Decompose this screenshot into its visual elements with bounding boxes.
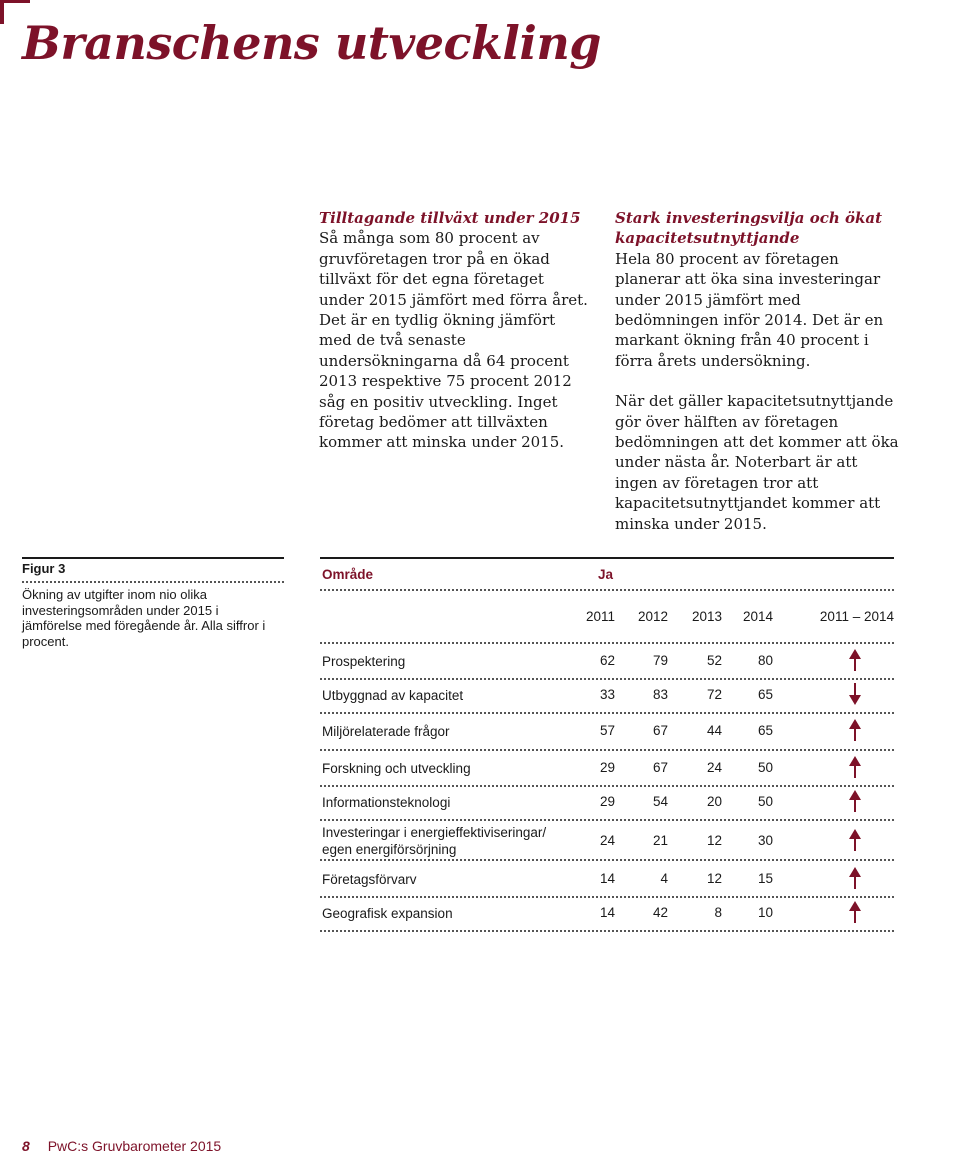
left-column xyxy=(319,208,591,453)
table-cell: 65 xyxy=(757,687,773,702)
row-divider xyxy=(320,678,894,680)
row-divider xyxy=(320,785,894,787)
left-column-heading: Tilltagande tillväxt under 2015 xyxy=(319,209,581,227)
table-cell: 62 xyxy=(599,653,615,668)
figure-label: Figur 3 xyxy=(22,561,66,576)
right-column-body-2: När det gäller kapacitetsutnyttjande gör över hälften av företagen bedömningen att det kommer att öka under nästa år. Noterbart är att ingen av företagen tror att kapacitetsutnyttjandet kommer att minska under 2015. xyxy=(615,392,899,533)
table-cell: 44 xyxy=(706,723,722,738)
table-cell: 14 xyxy=(599,871,615,886)
table-cell: 29 xyxy=(599,760,615,775)
table-cell: 57 xyxy=(599,723,615,738)
header-ja: Ja xyxy=(598,567,614,582)
table-row-label: Prospektering xyxy=(322,654,406,669)
table-cell: 8 xyxy=(714,905,722,920)
table-cell: 29 xyxy=(599,794,615,809)
figure-divider xyxy=(22,581,284,583)
table-row-label: Geografisk expansion xyxy=(322,906,453,921)
arrow-up-icon xyxy=(848,901,862,923)
footer xyxy=(22,1138,221,1154)
table-row-label: Informationsteknologi xyxy=(322,795,451,810)
year-header: 2014 xyxy=(742,609,773,624)
table-cell: 24 xyxy=(599,833,615,848)
header-area: Område xyxy=(322,567,374,582)
table-row-label: Utbyggnad av kapacitet xyxy=(322,688,464,703)
arrow-up-icon xyxy=(848,790,862,812)
row-divider xyxy=(320,712,894,714)
page-title: Branschens utveckling xyxy=(22,16,601,70)
row-divider xyxy=(320,819,894,821)
table-cell: 54 xyxy=(652,794,668,809)
right-column-heading: Stark investeringsvilja och ökat kapacitetsutnyttjande xyxy=(615,209,883,248)
table-cell: 33 xyxy=(599,687,615,702)
right-column-body-1: Hela 80 procent av företagen planerar att öka sina investeringar under 2015 jämfört med bedömningen inför 2014. Det är en markant ökning från 40 procent i förra årets undersökning. xyxy=(615,249,884,370)
trend-header: 2011 – 2014 xyxy=(819,609,894,624)
page-number: 8 xyxy=(22,1138,30,1154)
row-divider xyxy=(320,749,894,751)
right-column xyxy=(615,208,900,534)
table-cell: 79 xyxy=(652,653,668,668)
table-cell: 4 xyxy=(660,871,668,886)
table-cell: 72 xyxy=(706,687,722,702)
table-cell: 20 xyxy=(706,794,722,809)
table-cell: 21 xyxy=(652,833,668,848)
arrow-up-icon xyxy=(848,719,862,741)
left-column-body: Så många som 80 procent av gruvföretagen tror på en ökad tillväxt för det egna företaget under 2015 jämfört med förra året. Det är en tydlig ökning jämfört med de två senaste undersökningarna då 64 procent 2013 respektive 75 procent 2012 såg en positiv utveckling. Inget företag bedömer att tillväxten kommer att minska under 2015. xyxy=(319,229,588,452)
arrow-up-icon xyxy=(848,867,862,889)
year-header: 2013 xyxy=(691,609,722,624)
table-cell: 65 xyxy=(757,723,773,738)
corner-mark xyxy=(0,0,4,24)
table-cell: 67 xyxy=(652,760,668,775)
row-divider xyxy=(320,896,894,898)
table-cell: 52 xyxy=(706,653,722,668)
table-cell: 83 xyxy=(652,687,668,702)
figure-rule xyxy=(22,557,284,559)
arrow-up-icon xyxy=(848,829,862,851)
table-cell: 12 xyxy=(706,871,722,886)
year-header: 2012 xyxy=(637,609,668,624)
table-cell: 30 xyxy=(757,833,773,848)
table-cell: 10 xyxy=(757,905,773,920)
figure-caption: Ökning av utgifter inom nio olika investeringsområden under 2015 i jämförelse med föregående år. Alla siffror i procent. xyxy=(22,587,266,649)
table-cell: 42 xyxy=(652,905,668,920)
table-cell: 12 xyxy=(706,833,722,848)
table-cell: 50 xyxy=(757,794,773,809)
row-divider xyxy=(320,859,894,861)
table-row-label: Investeringar i energieffektiviseringar/ egen energiförsörjning xyxy=(322,825,547,857)
table-row-label: Företagsförvarv xyxy=(322,872,417,887)
year-divider xyxy=(320,642,894,644)
table-cell: 50 xyxy=(757,760,773,775)
arrow-down-icon xyxy=(848,683,862,705)
table-cell: 80 xyxy=(757,653,773,668)
table-row-label: Miljörelaterade frågor xyxy=(322,724,450,739)
table-row-label: Forskning och utveckling xyxy=(322,761,471,776)
table-cell: 24 xyxy=(706,760,722,775)
table-cell: 67 xyxy=(652,723,668,738)
table-cell: 14 xyxy=(599,905,615,920)
table-top-rule xyxy=(320,557,894,559)
table-cell: 15 xyxy=(757,871,773,886)
footer-title: PwC:s Gruvbarometer 2015 xyxy=(47,1138,222,1154)
header-divider xyxy=(320,589,894,591)
arrow-up-icon xyxy=(848,756,862,778)
arrow-up-icon xyxy=(848,649,862,671)
row-divider xyxy=(320,930,894,932)
year-header: 2011 xyxy=(585,609,615,624)
corner-mark-top xyxy=(0,0,30,3)
